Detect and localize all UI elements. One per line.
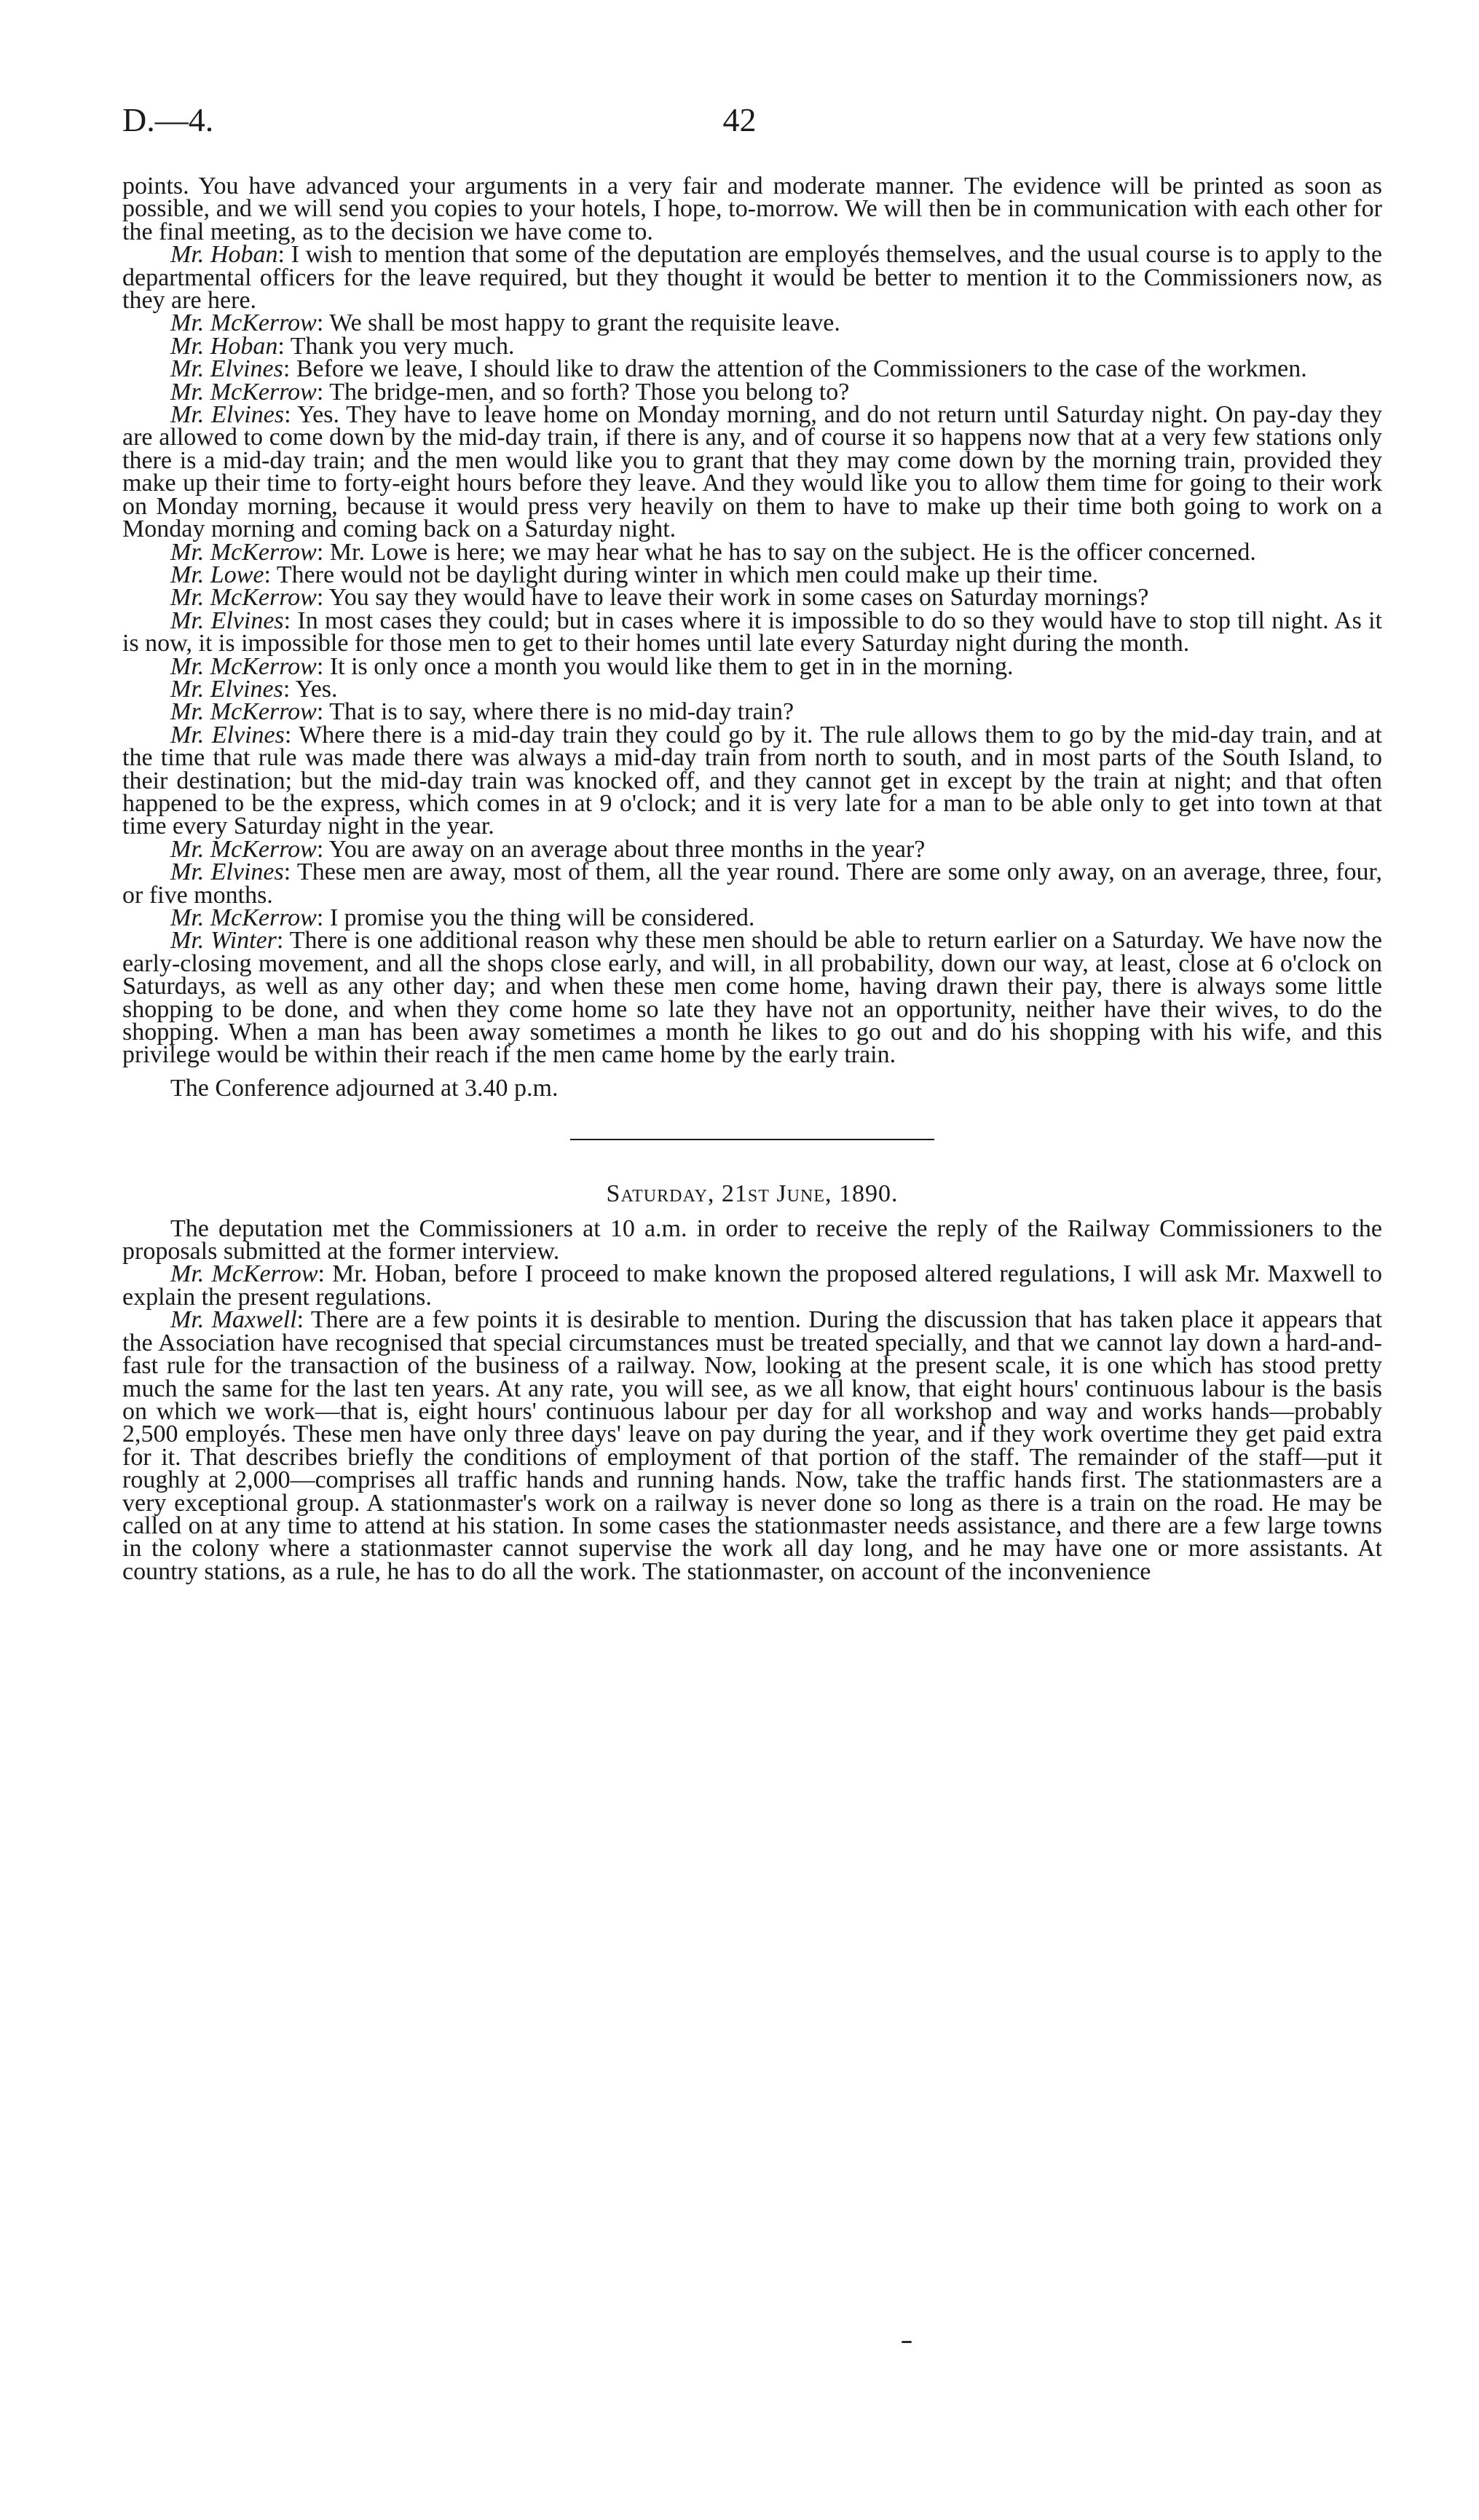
speech-text: I promise you the thing will be considered. [329,904,755,931]
speech-text: I wish to mention that some of the deputation are employés themselves, and the usual course is to apply to the departmental officers for the leave required, but they thought it would be better to mention it to the Commissioners now, as they are here. [122,241,1383,315]
speaker-name: Mr. McKerrow [170,835,317,863]
speaker-name: Mr. Winter [170,927,277,955]
speaker-name: Mr. McKerrow [170,1260,318,1288]
speech-text: Thank you very much. [290,332,515,360]
speech-paragraph [122,904,1382,931]
speech-paragraph [122,721,1382,840]
speech-text: That is to say, where there is no mid-day train? [329,698,794,726]
document-reference: D.—4. [122,101,214,138]
speaker-name: Mr. Elvines [170,607,284,634]
second-session-intro: The deputation met the Commissioners at 10 a.m. in order to receive the reply of the Railway Commissioners to the proposals submitted at the former interview. [122,1214,1382,1265]
speaker-colon: : [316,309,330,337]
speech-text: There would not be daylight during winter in which men could make up their time. [276,561,1099,588]
speaker-name: Mr. Elvines [170,401,285,429]
adjournment-note: The Conference adjourned at 3.40 p.m. [170,1074,559,1102]
speech-paragraph [122,835,1382,863]
speaker-name: Mr. McKerrow [170,584,317,612]
speech-text: Mr. Hoban, before I proceed to make known the proposed altered regulations, I will ask Mr. Maxwell to explain the present regulations. [122,1260,1382,1311]
speech-paragraph [122,1260,1382,1311]
speech-paragraph [122,584,1382,612]
speech-text: Mr. Lowe is here; we may hear what he has to say on the subject. He is the officer concerned. [329,538,1256,566]
speaker-colon: : [283,675,296,703]
page-number: 42 [722,101,757,138]
section-divider [570,1139,934,1140]
date-heading: Saturday, 21st June, 1890. [606,1180,899,1208]
speech-paragraph [122,538,1382,566]
speaker-colon: : [277,332,291,360]
speech-paragraph [122,1308,1382,1583]
speech-paragraph [122,378,1382,406]
speaker-name: Mr. Lowe [170,561,264,588]
speaker-name: Mr. Elvines [170,675,283,703]
speaker-colon: : [264,561,277,588]
speaker-name: Mr. Hoban [170,241,278,269]
speaker-name: Mr. McKerrow [170,378,317,406]
speech-paragraph [122,927,1382,1069]
speaker-colon: : [316,538,330,566]
speaker-colon: : [316,652,330,680]
speech-text: Yes. They have to leave home on Monday morning, and do not return until Saturday night. On pay-day they are allowed to come down by the mid-day train, if there is any, and of course it so happens now that at a very few stations only there is a mid-day train; and the men would like you to grant that they may come down by the morning train, provided they make up their time to forty-eight hours before they leave. And they would like you to allow them time for going to their work on Monday morning, because it would press very heavily on them to have to make up their time both going to work on a Monday morning and coming back on a Saturday night. [122,401,1383,543]
speech-text: The bridge-men, and so forth? Those you belong to? [329,378,850,406]
stray-mark [902,2341,912,2343]
speech-paragraph [122,561,1382,588]
speaker-colon: : [284,721,299,749]
speaker-colon: : [276,927,290,955]
speaker-name: Mr. McKerrow [170,309,317,337]
speaker-name: Mr. Elvines [170,355,283,383]
speaker-name: Mr. Elvines [170,721,285,749]
speaker-colon: : [284,401,297,429]
speech-paragraph [122,401,1383,543]
speech-paragraph [122,675,1382,703]
speaker-colon: : [277,241,291,269]
speech-text: Before we leave, I should like to draw the attention of the Commissioners to the case of the workmen. [296,355,1307,383]
speaker-name: Mr. McKerrow [170,652,317,680]
speech-paragraph [122,355,1382,383]
speaker-colon: : [296,1306,311,1334]
speech-paragraph [122,652,1382,680]
speaker-name: Mr. McKerrow [170,698,317,726]
speaker-colon: : [283,355,296,383]
speaker-colon: : [316,835,329,863]
first-session-exchanges [122,243,1382,1067]
speech-text: There are a few points it is desirable to mention. During the discussion that has taken place it appears that the Association have recognised that special circumstances must be treated specially, and that we cannot lay down a hard-and-fast rule for the transaction of the business of a railway. Now, looking at the present scale, it is one which has stood pretty much the same for the last ten years. At any rate, you will see, as we all know, that eight hours' continuous labour is the basis on which we work—that is, eight hours' continuous labour per day for all workshop and way and works hands—probably 2,500 employés. These men have only three days' leave on pay during the year, and if they work overtime they get paid extra for it. That describes briefly the conditions of employment of that portion of the staff. The remainder of the staff—put it roughly at 2,000—comprises all traffic hands and running hands. Now, take the traffic hands first. The stationmasters are a very exceptional group. A stationmaster's work on a railway is never done so long as there is a train on the road. He may be called on at any time to attend at his station. In some cases the stationmaster needs assistance, and there are a few large towns in the colony where a stationmaster cannot supervise the work all day long, and he may have one or more assistants. At country stations, as a rule, he has to do all the work. The stationmaster, on account of the inconvenience [122,1306,1383,1585]
speaker-name: Mr. Elvines [170,858,284,886]
opening-paragraph: points. You have advanced your arguments in a very fair and moderate manner. The evidence will be printed as soon as possible, and we will send you copies to your hotels, I hope, to-morrow. We will then be in communication with each other for the final meeting, as to the decision we have come to. [122,173,1382,245]
speaker-colon: : [318,1260,333,1288]
speech-paragraph [122,698,1382,726]
speech-paragraph [122,241,1383,315]
speech-text: There is one additional reason why these men should be able to return earlier on a Saturday. We have now the early-closing movement, and all the shops close early, and will, in all probability, down our way, at least, close at 6 o'clock on Saturdays, as well as any other day; and when these men come home, having drawn their pay, there is always some little shopping to be done, and when they come home so late they have not an opportunity, neither have their wives, to do the shopping. When a man has been away sometimes a month he likes to go out and do his shopping with his wife, and this privilege would be within their reach if the men came home by the early train. [122,927,1382,1069]
speaker-colon: : [316,904,330,931]
speech-paragraph [122,309,1382,337]
speech-text: In most cases they could; but in cases where it is impossible to do so they would have to stop till night. As it is now, it is impossible for those men to get to their homes until late every Saturday night during the month. [122,607,1383,657]
speech-text: You say they would have to leave their work in some cases on Saturday mornings? [328,584,1149,612]
speech-text: It is only once a month you would like them to get in in the morning. [329,652,1014,680]
speaker-colon: : [316,698,330,726]
speech-text: These men are away, most of them, all the year round. There are some only away, on an average, three, four, or five months. [122,858,1382,909]
speaker-name: Mr. McKerrow [170,538,317,566]
speech-text: You are away on an average about three months in the year? [328,835,926,863]
speech-text: We shall be most happy to grant the requisite leave. [329,309,840,337]
speaker-colon: : [316,584,329,612]
speech-text: Where there is a mid-day train they could go by it. The rule allows them to go by the mid-day train, and at the time that rule was made there was always a mid-day train from north to south, and in most parts of the South Island, to their destination; but the mid-day train was knocked off, and they cannot get in except by the train at night; and that often happened to be the express, which comes in at 9 o'clock; and it is very late for a man to be able only to get into town at that time every Saturday night in the year. [122,721,1382,840]
running-header [122,100,1357,144]
speaker-colon: : [283,607,298,634]
speaker-name: Mr. Hoban [170,332,278,360]
speaker-name: Mr. McKerrow [170,904,317,931]
speaker-colon: : [283,858,297,886]
second-session-exchanges [122,1260,1383,1585]
speech-paragraph [122,609,1382,655]
speaker-name: Mr. Maxwell [170,1306,297,1334]
speech-paragraph [122,858,1382,909]
document-body [122,175,1382,1583]
speech-paragraph [122,332,1382,360]
speaker-colon: : [316,378,330,406]
speech-text: Yes. [295,675,338,703]
